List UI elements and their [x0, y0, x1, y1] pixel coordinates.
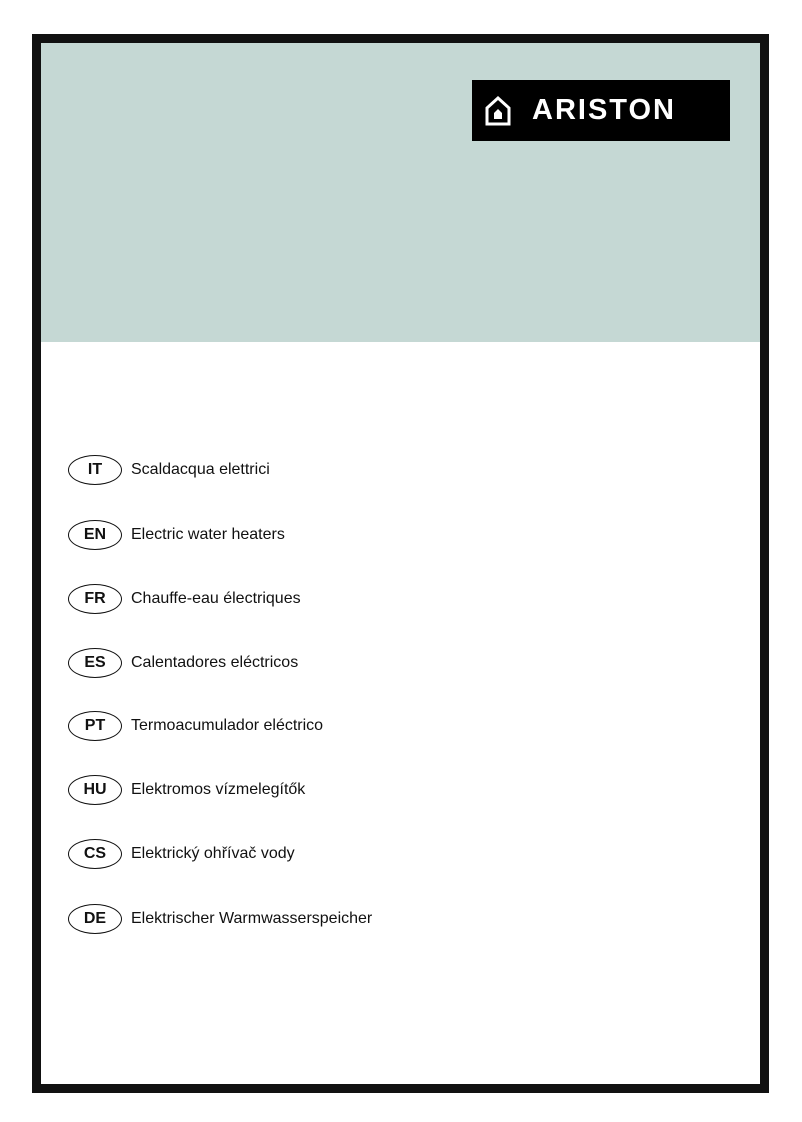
language-title: Chauffe-eau électriques — [131, 590, 301, 607]
language-code-badge: EN — [68, 520, 122, 550]
language-code-badge: FR — [68, 584, 122, 614]
language-row-de — [68, 902, 372, 936]
language-row-cs — [68, 837, 295, 871]
language-title: Calentadores eléctricos — [131, 654, 299, 671]
language-title: Scaldacqua elettrici — [131, 461, 270, 478]
language-title: Elektrischer Warmwasserspeicher — [131, 910, 373, 927]
language-code-badge: ES — [68, 648, 122, 678]
language-row-pt — [68, 709, 323, 743]
language-row-it — [68, 453, 270, 487]
language-code-badge: PT — [68, 711, 122, 741]
brand-name: ARISTON — [532, 94, 676, 126]
language-title: Elektromos vízmelegítők — [131, 781, 306, 798]
language-title: Electric water heaters — [131, 526, 285, 543]
language-title: Termoacumulador eléctrico — [131, 717, 324, 734]
ariston-logo — [472, 80, 730, 141]
house-icon — [484, 95, 512, 127]
language-row-en — [68, 518, 285, 552]
language-code-badge: DE — [68, 904, 122, 934]
page-frame — [32, 34, 769, 1093]
language-row-hu — [68, 773, 305, 807]
language-row-fr — [68, 582, 301, 616]
language-code-badge: HU — [68, 775, 122, 805]
header-band — [41, 43, 760, 342]
language-row-es — [68, 646, 298, 680]
language-code-badge: IT — [68, 455, 122, 485]
language-code-badge: CS — [68, 839, 122, 869]
language-title: Elektrický ohřívač vody — [131, 845, 295, 862]
